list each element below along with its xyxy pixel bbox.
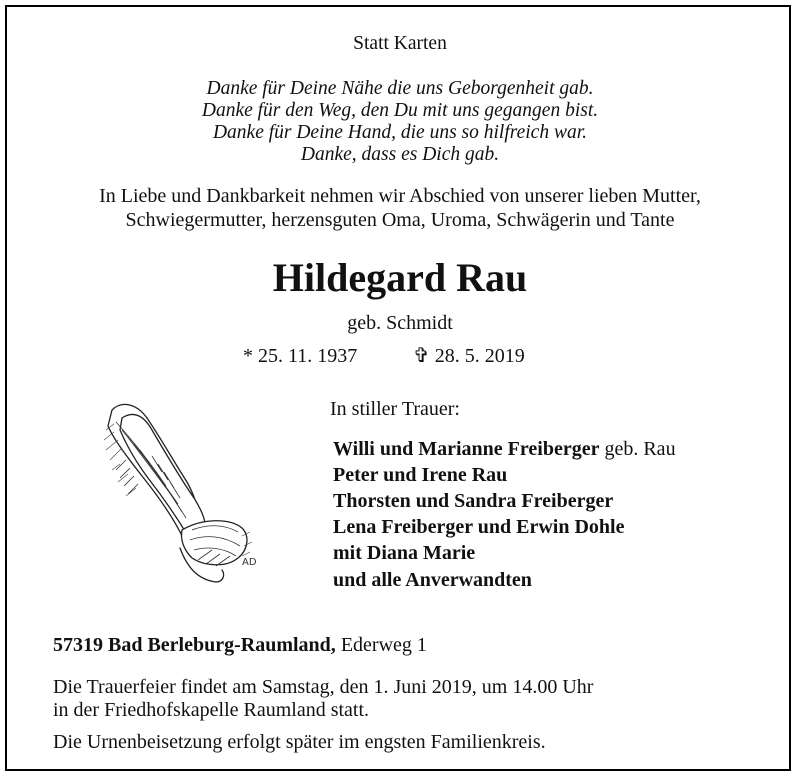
mourners-heading: In stiller Trauer: bbox=[330, 398, 460, 420]
artist-monogram: AD bbox=[242, 557, 257, 568]
header-statt-karten: Statt Karten bbox=[353, 33, 447, 54]
mourner-line-6: und alle Anverwandten bbox=[333, 569, 532, 591]
maiden-name: geb. Schmidt bbox=[347, 312, 453, 334]
poem-line-4: Danke, dass es Dich gab. bbox=[300, 144, 500, 165]
burial-line: Die Urnenbeisetzung erfolgt später im engsten Familienkreis. bbox=[53, 731, 546, 753]
mourner-line-2: Peter und Irene Rau bbox=[333, 464, 508, 486]
mourner-line-5: mit Diana Marie bbox=[333, 542, 476, 564]
mourner-line-1 bbox=[333, 438, 676, 460]
address-line bbox=[53, 634, 427, 656]
mourner-line-4: Lena Freiberger und Erwin Dohle bbox=[333, 516, 625, 538]
birth-date: * 25. 11. 1937 bbox=[243, 345, 358, 367]
death-date-group bbox=[413, 345, 525, 367]
intro-line-1: In Liebe und Dankbarkeit nehmen wir Abschied von unserer lieben Mutter, bbox=[99, 185, 701, 207]
poem-line-1: Danke für Deine Nähe die uns Geborgenheit gab. bbox=[206, 78, 594, 99]
cross-icon: ✞ bbox=[413, 345, 430, 367]
intro-line-2: Schwiegermutter, herzensguten Oma, Uroma, Schwägerin und Tante bbox=[125, 209, 675, 231]
funeral-line-1: Die Trauerfeier findet am Samstag, den 1. Juni 2019, um 14.00 Uhr bbox=[53, 676, 594, 698]
funeral-line-2: in der Friedhofskapelle Raumland statt. bbox=[53, 699, 370, 721]
death-date: 28. 5. 2019 bbox=[434, 345, 525, 367]
praying-hands-icon bbox=[92, 400, 282, 590]
mourner-names-1: Willi und Marianne Freiberger bbox=[333, 438, 600, 460]
mourner-suffix-1: geb. Rau bbox=[599, 438, 676, 460]
poem-line-2: Danke für den Weg, den Du mit uns gegangen bist. bbox=[201, 100, 599, 121]
deceased-name: Hildegard Rau bbox=[272, 255, 528, 300]
mourner-line-3: Thorsten und Sandra Freiberger bbox=[333, 490, 614, 512]
poem-line-3: Danke für Deine Hand, die uns so hilfreich war. bbox=[212, 122, 588, 143]
address-city: 57319 Bad Berleburg-Raumland, bbox=[53, 634, 336, 656]
address-street: Ederweg 1 bbox=[335, 634, 427, 656]
